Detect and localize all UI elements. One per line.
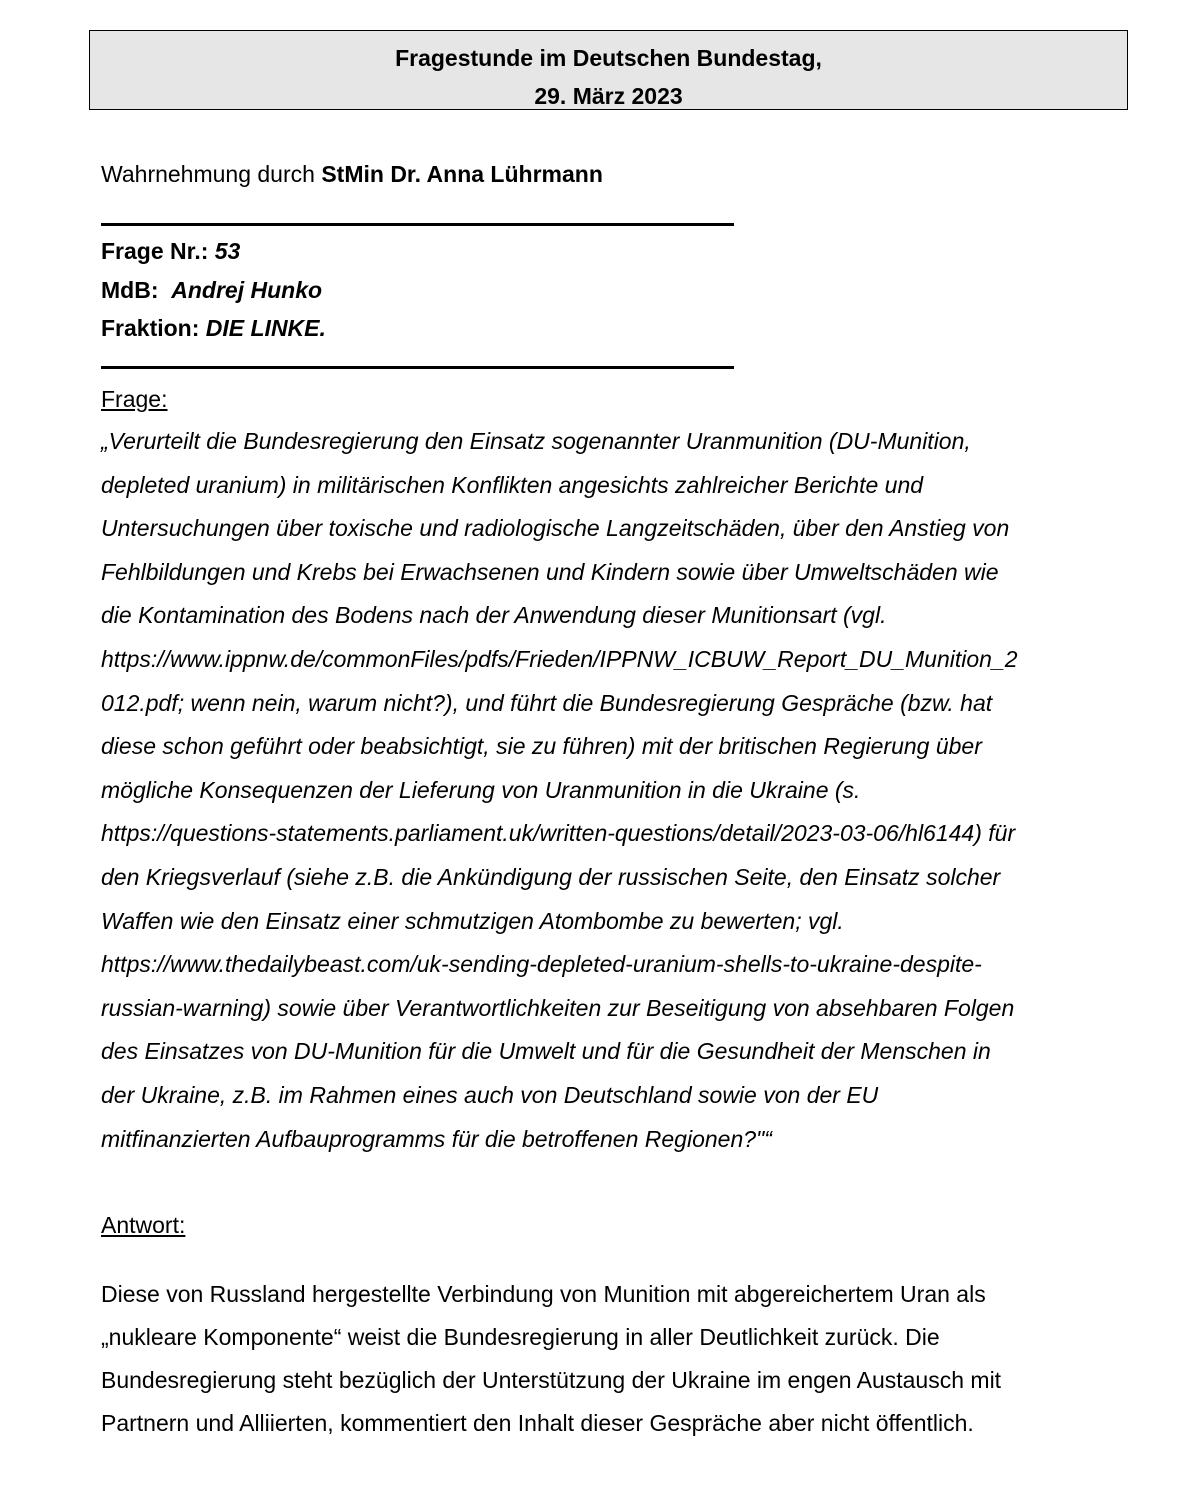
antwort-line: Diese von Russland hergestellte Verbindung von Munition mit abgereichertem Uran als: [101, 1281, 986, 1307]
divider-top: [101, 223, 734, 226]
frage-line: depleted uranium) in militärischen Konflikten angesichts zahlreicher Berichte und: [101, 471, 924, 498]
document-header: [89, 30, 1128, 110]
frage-line: Untersuchungen über toxische und radiologische Langzeitschäden, über den Anstieg von: [101, 515, 1010, 542]
header-date: 29. März 2023: [534, 83, 683, 109]
frage-nr-value: 53: [214, 238, 241, 264]
frage-line: mögliche Konsequenzen der Lieferung von Uranmunition in die Ukraine (s.: [101, 776, 861, 803]
wahrnehmung-line: [101, 155, 603, 193]
frage-line: https://www.ippnw.de/commonFiles/pdfs/Frieden/IPPNW_ICBUW_Report_DU_Munition_2: [101, 645, 1018, 672]
antwort-label: Antwort:: [101, 1212, 186, 1238]
fraktion-value: DIE LINKE.: [205, 315, 326, 341]
frage-line: https://questions-statements.parliament.uk/written-questions/detail/2023-03-06/hl6144) für: [101, 820, 1016, 847]
antwort-line: „nukleare Komponente“ weist die Bundesregierung in aller Deutlichkeit zurück. Die: [101, 1324, 940, 1350]
mdb-label: MdB:: [101, 276, 159, 303]
frage-line: 012.pdf; wenn nein, warum nicht?), und führt die Bundesregierung Gespräche (bzw. hat: [101, 689, 993, 716]
frage-line: den Kriegsverlauf (siehe z.B. die Ankündigung der russischen Seite, den Einsatz solcher: [101, 863, 1001, 890]
question-meta: [101, 232, 326, 348]
frage-line: mitfinanzierten Aufbauprogramms für die betroffenen Regionen?"“: [101, 1125, 772, 1152]
frage-line: die Kontamination des Bodens nach der Anwendung dieser Munitionsart (vgl.: [101, 602, 887, 629]
frage-line: der Ukraine, z.B. im Rahmen eines auch von Deutschland sowie von der EU: [101, 1081, 879, 1108]
divider-bottom: [101, 366, 734, 369]
frage-text: [101, 420, 1131, 1161]
mdb-value: Andrej Hunko: [171, 276, 323, 303]
frage-line: diese schon geführt oder beabsichtigt, sie zu führen) mit der britischen Regierung über: [101, 733, 982, 760]
frage-line: russian-warning) sowie über Verantwortlichkeiten zur Beseitigung von absehbaren Folgen: [101, 994, 1015, 1021]
frage-line: https://www.thedailybeast.com/uk-sending-depleted-uranium-shells-to-ukraine-despite-: [101, 951, 982, 978]
header-title: Fragestunde im Deutschen Bundestag,: [395, 45, 822, 71]
frage-line: „Verurteilt die Bundesregierung den Einsatz sogenannter Uranmunition (DU-Munition,: [101, 428, 971, 454]
frage-label: Frage:: [101, 386, 168, 412]
frage-nr-label: Frage Nr.:: [101, 238, 209, 264]
antwort-line: Bundesregierung steht bezüglich der Unterstützung der Ukraine im engen Austausch mit: [101, 1367, 1002, 1393]
fraktion-row: [101, 309, 326, 348]
frage-line: Waffen wie den Einsatz einer schmutzigen Atombombe zu bewerten; vgl.: [101, 907, 844, 934]
responder-name: StMin Dr. Anna Lührmann: [321, 161, 603, 187]
wahrnehmung-prefix: Wahrnehmung durch: [101, 161, 322, 187]
fraktion-label: Fraktion:: [101, 315, 200, 341]
antwort-text: [101, 1273, 1131, 1445]
frage-line: des Einsatzes von DU-Munition für die Umwelt und für die Gesundheit der Menschen in: [101, 1038, 991, 1065]
mdb-row: [101, 271, 326, 310]
antwort-line: Partnern und Alliierten, kommentiert den Inhalt dieser Gespräche aber nicht öffentlich.: [101, 1410, 974, 1436]
frage-line: Fehlbildungen und Krebs bei Erwachsenen und Kindern sowie über Umweltschäden wie: [101, 558, 999, 585]
frage-nr-row: [101, 232, 326, 271]
